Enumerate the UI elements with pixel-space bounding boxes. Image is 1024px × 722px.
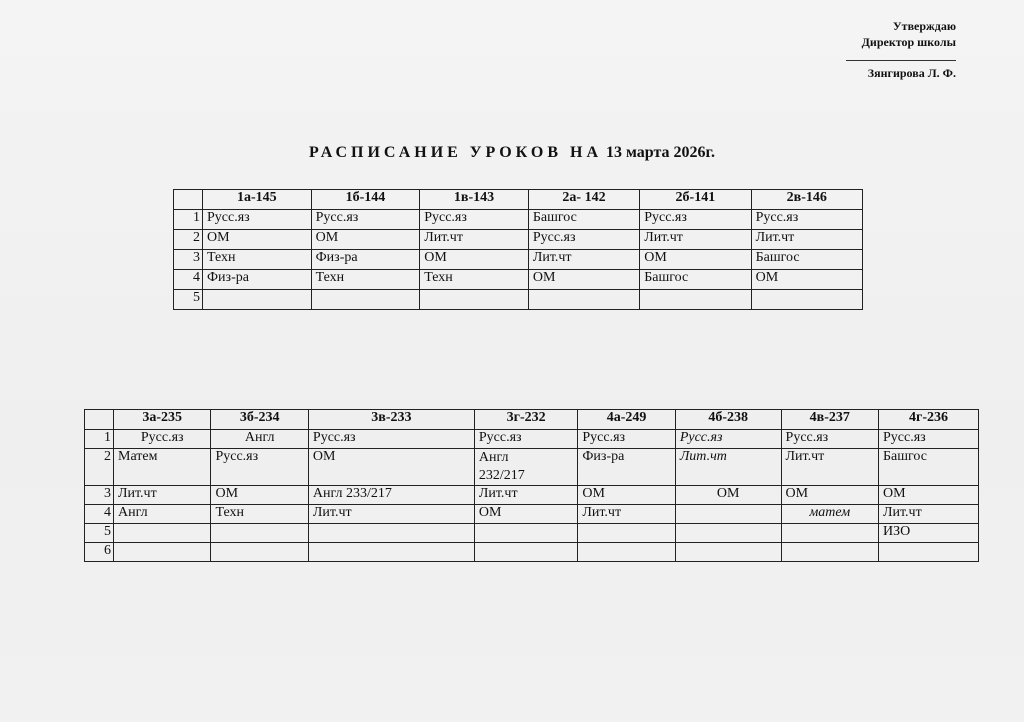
lesson-cell: Русс.яз	[474, 430, 578, 449]
lesson-number: 1	[85, 430, 114, 449]
lesson-cell: Лит.чт	[675, 449, 781, 486]
lesson-cell: ОМ	[308, 449, 474, 486]
lesson-cell: Русс.яз	[578, 430, 675, 449]
lesson-number: 2	[85, 449, 114, 486]
lesson-cell: Русс.яз	[114, 430, 211, 449]
lesson-cell: ОМ	[781, 486, 878, 505]
title-main: РАСПИСАНИЕ УРОКОВ НА	[309, 144, 602, 161]
lesson-number: 1	[174, 210, 203, 230]
lesson-cell: ОМ	[751, 270, 862, 290]
header-cell: 3а-235	[114, 410, 211, 430]
header-cell: 1а-145	[203, 190, 312, 210]
lesson-cell: Лит.чт	[578, 505, 675, 524]
lesson-number: 4	[174, 270, 203, 290]
lesson-cell	[675, 524, 781, 543]
lesson-cell: Физ-ра	[203, 270, 312, 290]
lesson-cell: ОМ	[675, 486, 781, 505]
header-cell: 3б-234	[211, 410, 308, 430]
schedule-table-2	[84, 409, 979, 562]
table-row	[85, 486, 979, 505]
lesson-cell	[878, 543, 978, 562]
lesson-cell: ОМ	[311, 230, 420, 250]
lesson-cell: Русс.яз	[640, 210, 751, 230]
header-cell: 4а-249	[578, 410, 675, 430]
lesson-cell: Русс.яз	[211, 449, 308, 486]
table-row	[85, 524, 979, 543]
approval-name: Зянгирова Л. Ф.	[867, 66, 956, 80]
lesson-cell: ИЗО	[878, 524, 978, 543]
lesson-cell: Русс.яз	[420, 210, 529, 230]
lesson-cell: Англ 232/217	[474, 449, 578, 486]
lesson-cell: ОМ	[878, 486, 978, 505]
lesson-cell: Физ-ра	[311, 250, 420, 270]
table-row	[85, 505, 979, 524]
header-cell: 2в-146	[751, 190, 862, 210]
schedule-table-1	[173, 189, 863, 310]
lesson-cell: Матем	[114, 449, 211, 486]
lesson-cell: Техн	[311, 270, 420, 290]
lesson-cell: Техн	[420, 270, 529, 290]
table-header-row	[174, 190, 863, 210]
lesson-cell: Русс.яз	[528, 230, 639, 250]
lesson-cell	[211, 524, 308, 543]
lesson-cell: Башгос	[878, 449, 978, 486]
lesson-cell	[308, 543, 474, 562]
header-corner	[85, 410, 114, 430]
table-row	[174, 210, 863, 230]
lesson-cell: Лит.чт	[781, 449, 878, 486]
table-row	[174, 250, 863, 270]
lesson-cell	[211, 543, 308, 562]
approval-title: Утверждаю	[892, 19, 956, 33]
table-header-row	[85, 410, 979, 430]
lesson-cell	[781, 543, 878, 562]
lesson-cell: Англ 233/217	[308, 486, 474, 505]
lesson-cell: Лит.чт	[751, 230, 862, 250]
lesson-number: 2	[174, 230, 203, 250]
lesson-cell: Лит.чт	[474, 486, 578, 505]
lesson-cell: ОМ	[203, 230, 312, 250]
header-corner	[174, 190, 203, 210]
lesson-cell	[751, 290, 862, 310]
lesson-cell: Русс.яз	[781, 430, 878, 449]
lesson-cell: Башгос	[528, 210, 639, 230]
header-cell: 1б-144	[311, 190, 420, 210]
signature-line	[846, 60, 956, 61]
header-cell: 3в-233	[308, 410, 474, 430]
approval-block	[846, 18, 956, 81]
lesson-cell: Лит.чт	[114, 486, 211, 505]
table-row	[174, 290, 863, 310]
table-row	[85, 543, 979, 562]
lesson-cell: Башгос	[640, 270, 751, 290]
lesson-number: 5	[174, 290, 203, 310]
lesson-cell	[474, 524, 578, 543]
lesson-number: 3	[174, 250, 203, 270]
lesson-number: 6	[85, 543, 114, 562]
lesson-cell	[308, 524, 474, 543]
lesson-cell	[675, 505, 781, 524]
lesson-cell: ОМ	[211, 486, 308, 505]
header-cell: 3г-232	[474, 410, 578, 430]
lesson-cell: ОМ	[474, 505, 578, 524]
lesson-number: 3	[85, 486, 114, 505]
page-title	[0, 144, 1024, 162]
lesson-cell: ОМ	[420, 250, 529, 270]
table-row	[174, 270, 863, 290]
lesson-cell: Техн	[203, 250, 312, 270]
lesson-cell: Русс.яз	[675, 430, 781, 449]
table-row	[85, 449, 979, 486]
lesson-cell: Англ	[211, 430, 308, 449]
header-cell: 2а- 142	[528, 190, 639, 210]
lesson-cell: Лит.чт	[308, 505, 474, 524]
lesson-number: 4	[85, 505, 114, 524]
header-cell: 4б-238	[675, 410, 781, 430]
lesson-cell	[640, 290, 751, 310]
lesson-cell	[114, 543, 211, 562]
lesson-cell: Лит.чт	[640, 230, 751, 250]
table-row	[85, 430, 979, 449]
lesson-cell: Техн	[211, 505, 308, 524]
table-row	[174, 230, 863, 250]
lesson-cell: Русс.яз	[308, 430, 474, 449]
header-cell: 4в-237	[781, 410, 878, 430]
lesson-cell: ОМ	[640, 250, 751, 270]
lesson-cell: Лит.чт	[878, 505, 978, 524]
header-cell: 4г-236	[878, 410, 978, 430]
lesson-cell: Англ	[114, 505, 211, 524]
lesson-cell: Русс.яз	[203, 210, 312, 230]
lesson-cell	[474, 543, 578, 562]
lesson-cell: ОМ	[528, 270, 639, 290]
lesson-cell	[675, 543, 781, 562]
lesson-cell: Русс.яз	[878, 430, 978, 449]
lesson-cell	[420, 290, 529, 310]
lesson-cell: Физ-ра	[578, 449, 675, 486]
lesson-cell	[578, 524, 675, 543]
lesson-cell	[203, 290, 312, 310]
lesson-cell	[528, 290, 639, 310]
lesson-cell	[578, 543, 675, 562]
lesson-number: 5	[85, 524, 114, 543]
lesson-cell: Башгос	[751, 250, 862, 270]
header-cell: 1в-143	[420, 190, 529, 210]
lesson-cell	[311, 290, 420, 310]
lesson-cell	[114, 524, 211, 543]
lesson-cell: Русс.яз	[751, 210, 862, 230]
lesson-cell: Лит.чт	[528, 250, 639, 270]
lesson-cell	[781, 524, 878, 543]
header-cell: 2б-141	[640, 190, 751, 210]
approval-position: Директор школы	[861, 35, 956, 49]
title-date: 13 марта 2026г.	[606, 144, 715, 161]
lesson-cell: матем	[781, 505, 878, 524]
lesson-cell: Лит.чт	[420, 230, 529, 250]
lesson-cell: ОМ	[578, 486, 675, 505]
lesson-cell: Русс.яз	[311, 210, 420, 230]
